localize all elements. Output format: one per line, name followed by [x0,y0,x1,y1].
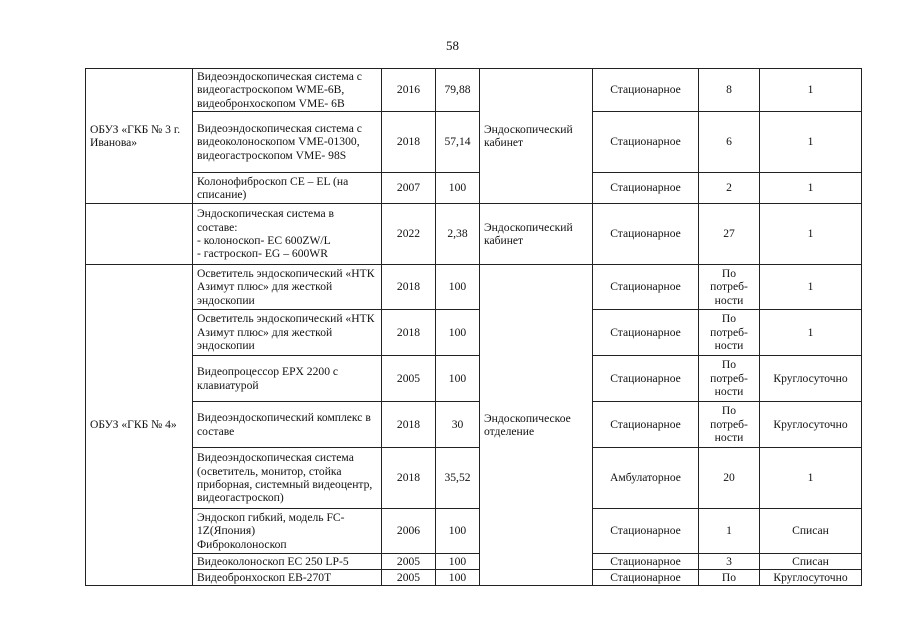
equipment-name: Видеобронхоскоп EB-270T [193,570,382,586]
equipment-name: Видеоэндоскопическая система (осветитель, монитор, стойка приборная, системный видеоцентр, видеогастроскоп) [193,448,382,509]
hours-cell: 1 [760,265,862,310]
equipment-name: Эндоскоп гибкий, модель FC-1Z(Япония) Фиброколоноскоп [193,509,382,554]
hours-cell: Круглосуточно [760,402,862,448]
year-cell: 2022 [382,204,436,265]
wear-cell: 57,14 [436,112,480,173]
table-row [86,509,862,554]
year-cell: 2018 [382,112,436,173]
place-cell: Эндоскопическое отделение [480,265,593,586]
year-cell: 2005 [382,570,436,586]
year-cell: 2006 [382,509,436,554]
qty-cell: По потреб- ности [699,356,760,402]
wear-cell: 100 [436,554,480,570]
hours-cell: Круглосуточно [760,356,862,402]
org-cell [86,204,193,265]
org-cell: ОБУЗ «ГКБ № 3 г. Иванова» [86,69,193,204]
hours-cell: 1 [760,173,862,204]
equipment-name: Видеопроцессор EPX 2200 с клавиатурой [193,356,382,402]
hours-cell: 1 [760,204,862,265]
table-row [86,204,862,265]
year-cell: 2018 [382,402,436,448]
wear-cell: 100 [436,356,480,402]
equipment-name: Видеоколоноскоп EC 250 LP-5 [193,554,382,570]
equipment-name: Видеоэндоскопический комплекс в составе [193,402,382,448]
qty-cell: По потреб- ности [699,402,760,448]
page-number: 58 [446,38,459,53]
equipment-name: Колонофиброскоп CE – EL (на списание) [193,173,382,204]
qty-cell: По [699,570,760,586]
qty-cell: 20 [699,448,760,509]
mode-cell: Стационарное [593,554,699,570]
year-cell: 2016 [382,69,436,112]
table-row [86,356,862,402]
mode-cell: Стационарное [593,356,699,402]
year-cell: 2018 [382,310,436,356]
equipment-name: Осветитель эндоскопический «НТК Азимут плюс» для жесткой эндоскопии [193,310,382,356]
mode-cell: Стационарное [593,69,699,112]
hours-cell: 1 [760,448,862,509]
equipment-name: Видеоэндоскопическая система с видеогастроскопом WME-6B, видеобронхоскопом VME- 6B [193,69,382,112]
hours-cell: 1 [760,310,862,356]
table-row [86,448,862,509]
wear-cell: 100 [436,570,480,586]
mode-cell: Стационарное [593,173,699,204]
qty-cell: По потреб- ности [699,310,760,356]
table-row [86,173,862,204]
qty-cell: По потреб- ности [699,265,760,310]
equipment-name: Эндоскопическая система в составе: - колоноскоп- EC 600ZW/L - гастроскоп- EG – 600WR [193,204,382,265]
qty-cell: 6 [699,112,760,173]
mode-cell: Стационарное [593,310,699,356]
hours-cell: 1 [760,112,862,173]
wear-cell: 100 [436,265,480,310]
qty-cell: 3 [699,554,760,570]
equipment-name: Осветитель эндоскопический «НТК Азимут плюс» для жесткой эндоскопии [193,265,382,310]
mode-cell: Стационарное [593,265,699,310]
mode-cell: Стационарное [593,509,699,554]
mode-cell: Амбулаторное [593,448,699,509]
wear-cell: 2,38 [436,204,480,265]
qty-cell: 8 [699,69,760,112]
hours-cell: Списан [760,554,862,570]
table-row [86,402,862,448]
equipment-table [85,68,862,586]
mode-cell: Стационарное [593,204,699,265]
wear-cell: 100 [436,173,480,204]
table-row [86,112,862,173]
qty-cell: 2 [699,173,760,204]
qty-cell: 27 [699,204,760,265]
equipment-name: Видеоэндоскопическая система с видеоколоноскопом VME-01300, видеогастроскопом VME- 98S [193,112,382,173]
mode-cell: Стационарное [593,402,699,448]
mode-cell: Стационарное [593,570,699,586]
year-cell: 2007 [382,173,436,204]
mode-cell: Стационарное [593,112,699,173]
hours-cell: Круглосуточно [760,570,862,586]
table-row [86,554,862,570]
year-cell: 2005 [382,356,436,402]
table-row [86,265,862,310]
table-row [86,570,862,586]
hours-cell: Списан [760,509,862,554]
year-cell: 2018 [382,448,436,509]
wear-cell: 30 [436,402,480,448]
wear-cell: 79,88 [436,69,480,112]
org-cell: ОБУЗ «ГКБ № 4» [86,265,193,586]
table-row [86,310,862,356]
year-cell: 2018 [382,265,436,310]
wear-cell: 100 [436,509,480,554]
hours-cell: 1 [760,69,862,112]
place-cell: Эндоскопический кабинет [480,69,593,204]
year-cell: 2005 [382,554,436,570]
place-cell: Эндоскопический кабинет [480,204,593,265]
wear-cell: 100 [436,310,480,356]
table-row [86,69,862,112]
wear-cell: 35,52 [436,448,480,509]
qty-cell: 1 [699,509,760,554]
